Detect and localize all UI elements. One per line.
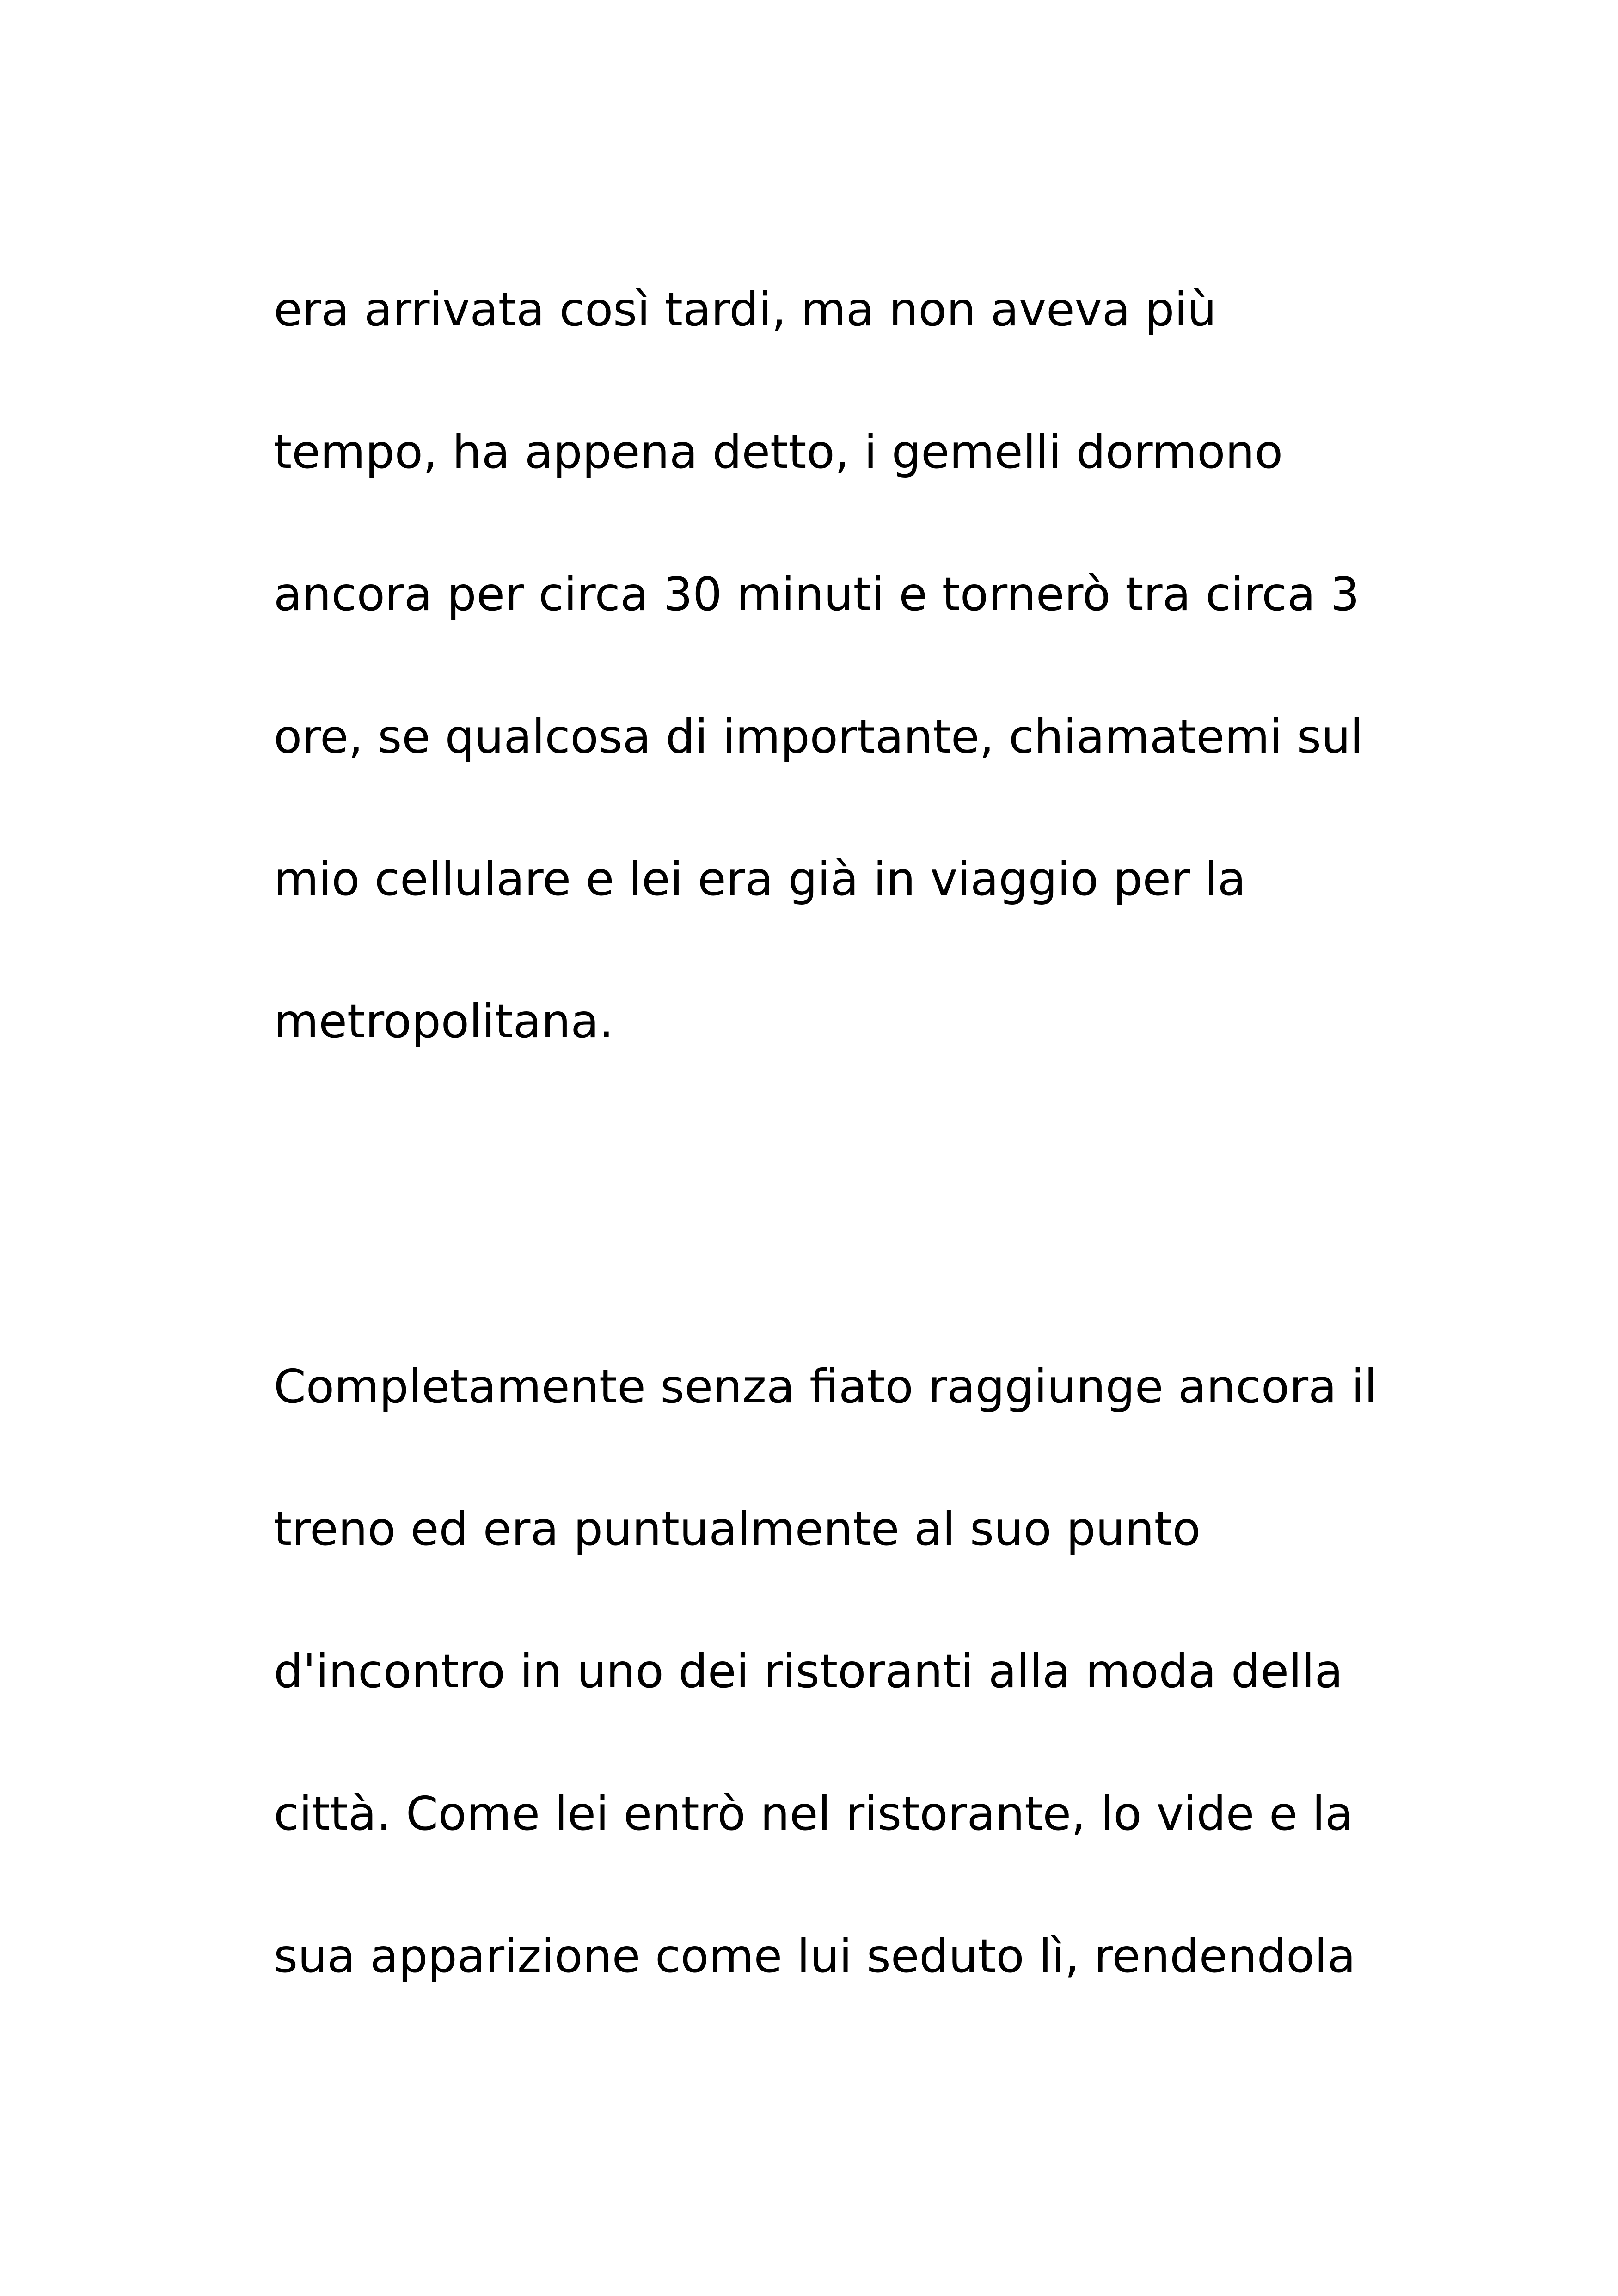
text-line: ore, se qualcosa di importante, chiamatemi sul [274, 710, 1364, 764]
text-line: mio cellulare e lei era già in viaggio per la [274, 852, 1246, 906]
text-line: era arrivata così tardi, ma non aveva più [274, 282, 1217, 337]
text-line: Completamente senza fiato raggiunge ancora il [274, 1359, 1377, 1414]
text-line: ancora per circa 30 minuti e tornerò tra circa 3 [274, 567, 1360, 621]
text-line: tempo, ha appena detto, i gemelli dormono [274, 425, 1283, 479]
text-line: metropolitana. [274, 994, 614, 1048]
text-line: treno ed era puntualmente al suo punto [274, 1502, 1201, 1556]
text-line: sua apparizione come lui seduto lì, rendendola [274, 1929, 1356, 1983]
text-line: d'incontro in uno dei ristoranti alla moda della [274, 1644, 1343, 1698]
text-line: città. Come lei entrò nel ristorante, lo vide e la [274, 1787, 1354, 1841]
